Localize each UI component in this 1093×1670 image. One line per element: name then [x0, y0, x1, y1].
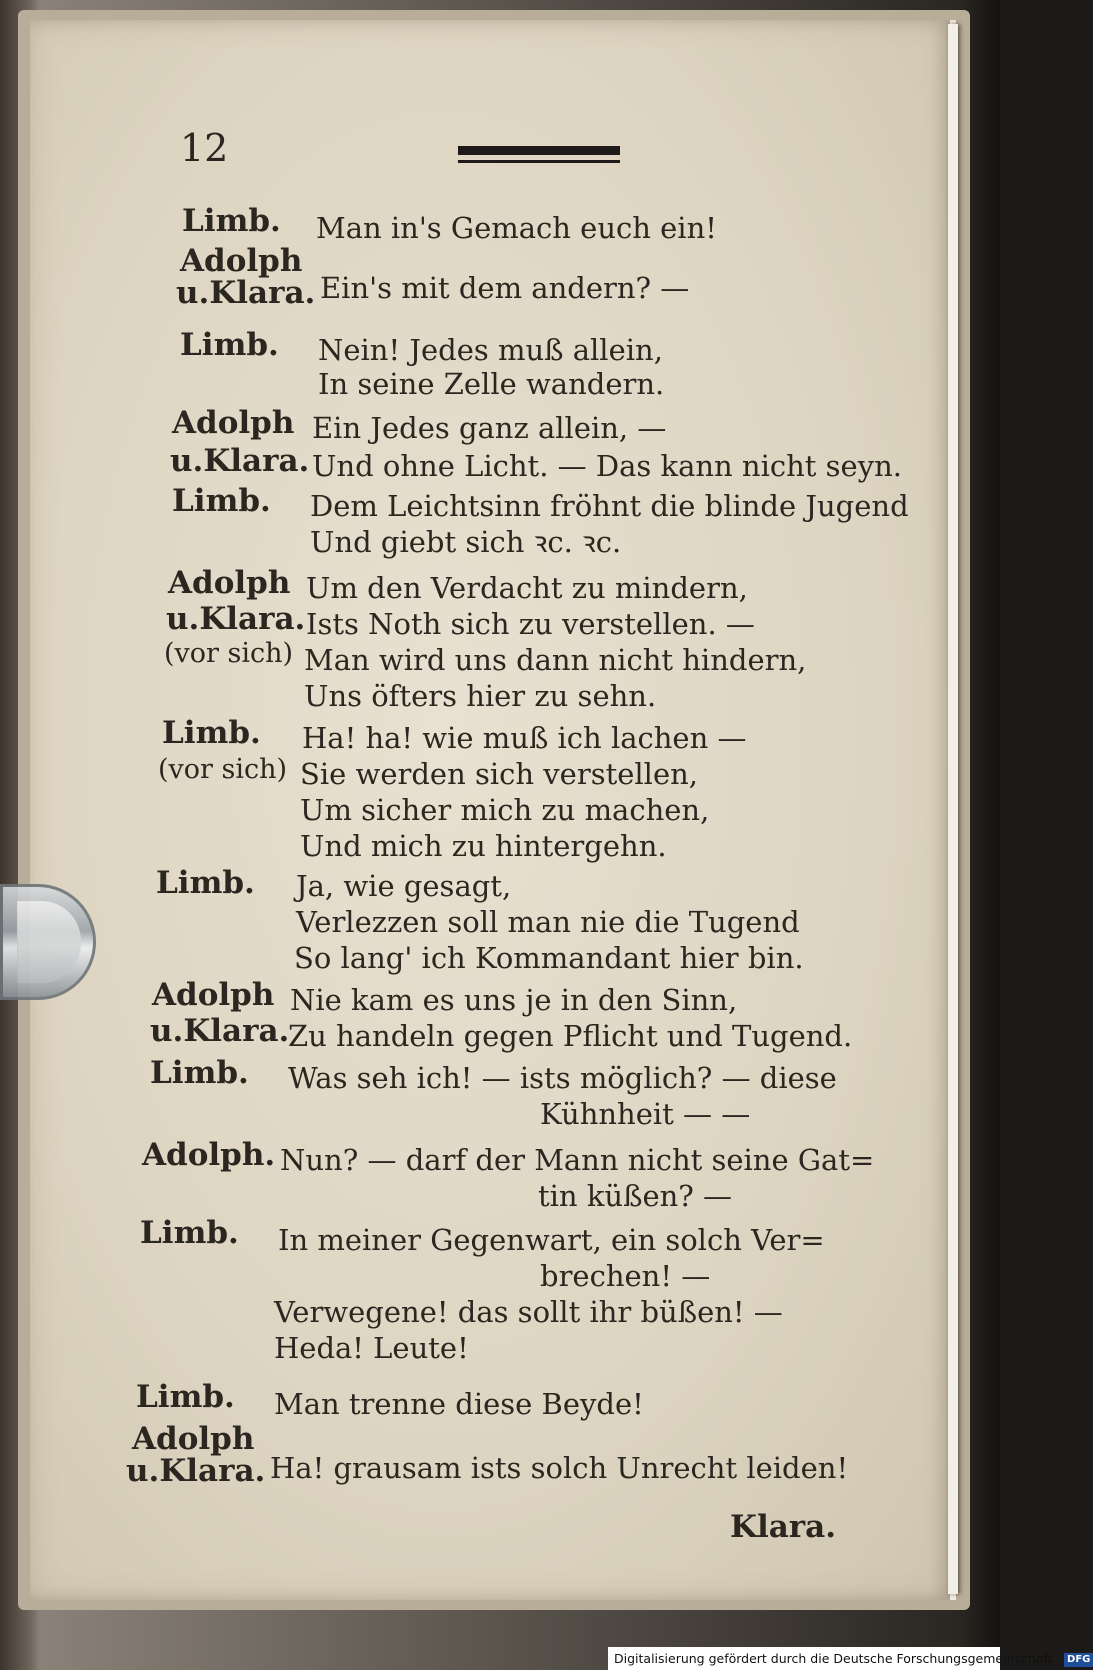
verse-line: Was seh ich! — ists möglich? — diese — [288, 1061, 837, 1095]
speaker-label: Limb. — [136, 1379, 235, 1415]
verse-line: Uns öfters hier zu sehn. — [304, 679, 657, 713]
speaker-label: Limb. — [156, 865, 255, 901]
speaker-label: Limb. — [140, 1215, 239, 1251]
page-right-edge — [948, 24, 958, 1594]
speaker-label: u.Klara. — [150, 1013, 290, 1049]
page-number: 12 — [180, 126, 229, 170]
verse-line: Man trenne diese Beyde! — [274, 1387, 644, 1421]
verse-line: Und giebt sich ꝛc. ꝛc. — [310, 525, 622, 559]
verse-line: Ein's mit dem andern? — — [320, 271, 690, 305]
speaker-label: Adolph. — [142, 1137, 276, 1173]
paper-clip-inner — [17, 901, 81, 983]
verse-line: Zu handeln gegen Pflicht und Tugend. — [288, 1019, 853, 1053]
header-rule-thin — [458, 160, 620, 163]
verse-line: So lang' ich Kommandant hier bin. — [294, 941, 804, 975]
speaker-label: Limb. — [180, 327, 279, 363]
speaker-label: Limb. — [162, 715, 261, 751]
stage-direction: (vor sich) — [158, 754, 288, 785]
verse-line: Nein! Jedes muß allein, — [318, 333, 663, 367]
verse-line: In seine Zelle wandern. — [318, 367, 665, 401]
verse-line: In meiner Gegenwart, ein solch Ver= — [278, 1223, 825, 1257]
verse-line: Ha! grausam ists solch Unrecht leiden! — [270, 1451, 849, 1485]
speaker-label: Limb. — [172, 483, 271, 519]
verse-line: Um den Verdacht zu mindern, — [306, 571, 748, 605]
dfg-logo: DFG — [1064, 1653, 1093, 1667]
verse-line: Man in's Gemach euch ein! — [316, 211, 717, 245]
verse-line: Man wird uns dann nicht hindern, — [304, 643, 807, 677]
catchword: Klara. — [730, 1509, 837, 1545]
speaker-label: u.Klara. — [176, 275, 316, 311]
speaker-label: Adolph — [172, 405, 295, 441]
footer-text: Digitalisierung gefördert durch die Deutsche Forschungsgemeinschaft - — [614, 1651, 1062, 1666]
speaker-label: u.Klara. — [170, 443, 310, 479]
verse-line: Verlezzen soll man nie die Tugend — [296, 905, 800, 939]
verse-line: Verwegene! das sollt ihr büßen! — — [274, 1295, 783, 1329]
verse-line: brechen! — — [540, 1259, 711, 1293]
verse-line: Ha! ha! wie muß ich lachen — — [302, 721, 747, 755]
verse-line: Heda! Leute! — [274, 1331, 469, 1365]
verse-line: tin küßen? — — [538, 1179, 733, 1213]
verse-line: Dem Leichtsinn fröhnt die blinde Jugend — [310, 489, 909, 523]
verse-line: Und ohne Licht. — Das kann nicht seyn. — [312, 449, 902, 483]
header-rule-thick — [458, 146, 620, 155]
speaker-label: Limb. — [150, 1055, 249, 1091]
speaker-label: Adolph — [152, 977, 275, 1013]
verse-line: Nun? — darf der Mann nicht seine Gat= — [280, 1143, 875, 1177]
speaker-label: Limb. — [182, 203, 281, 239]
verse-line: Ein Jedes ganz allein, — — [312, 411, 667, 445]
verse-line: Sie werden sich verstellen, — [300, 757, 698, 791]
digitization-footer — [608, 1647, 1091, 1670]
speaker-label: Adolph — [180, 243, 303, 279]
verse-line: Ja, wie gesagt, — [296, 869, 512, 903]
speaker-label: u.Klara. — [166, 601, 306, 637]
verse-line: Nie kam es uns je in den Sinn, — [290, 983, 738, 1017]
verse-line: Um sicher mich zu machen, — [300, 793, 710, 827]
verse-line: Ists Noth sich zu verstellen. — — [306, 607, 755, 641]
speaker-label: Adolph — [132, 1421, 255, 1457]
verse-line: Kühnheit — — — [540, 1097, 751, 1131]
speaker-label: u.Klara. — [126, 1453, 266, 1489]
verse-line: Und mich zu hintergehn. — [300, 829, 667, 863]
stage-direction: (vor sich) — [164, 638, 294, 669]
speaker-label: Adolph — [168, 565, 291, 601]
